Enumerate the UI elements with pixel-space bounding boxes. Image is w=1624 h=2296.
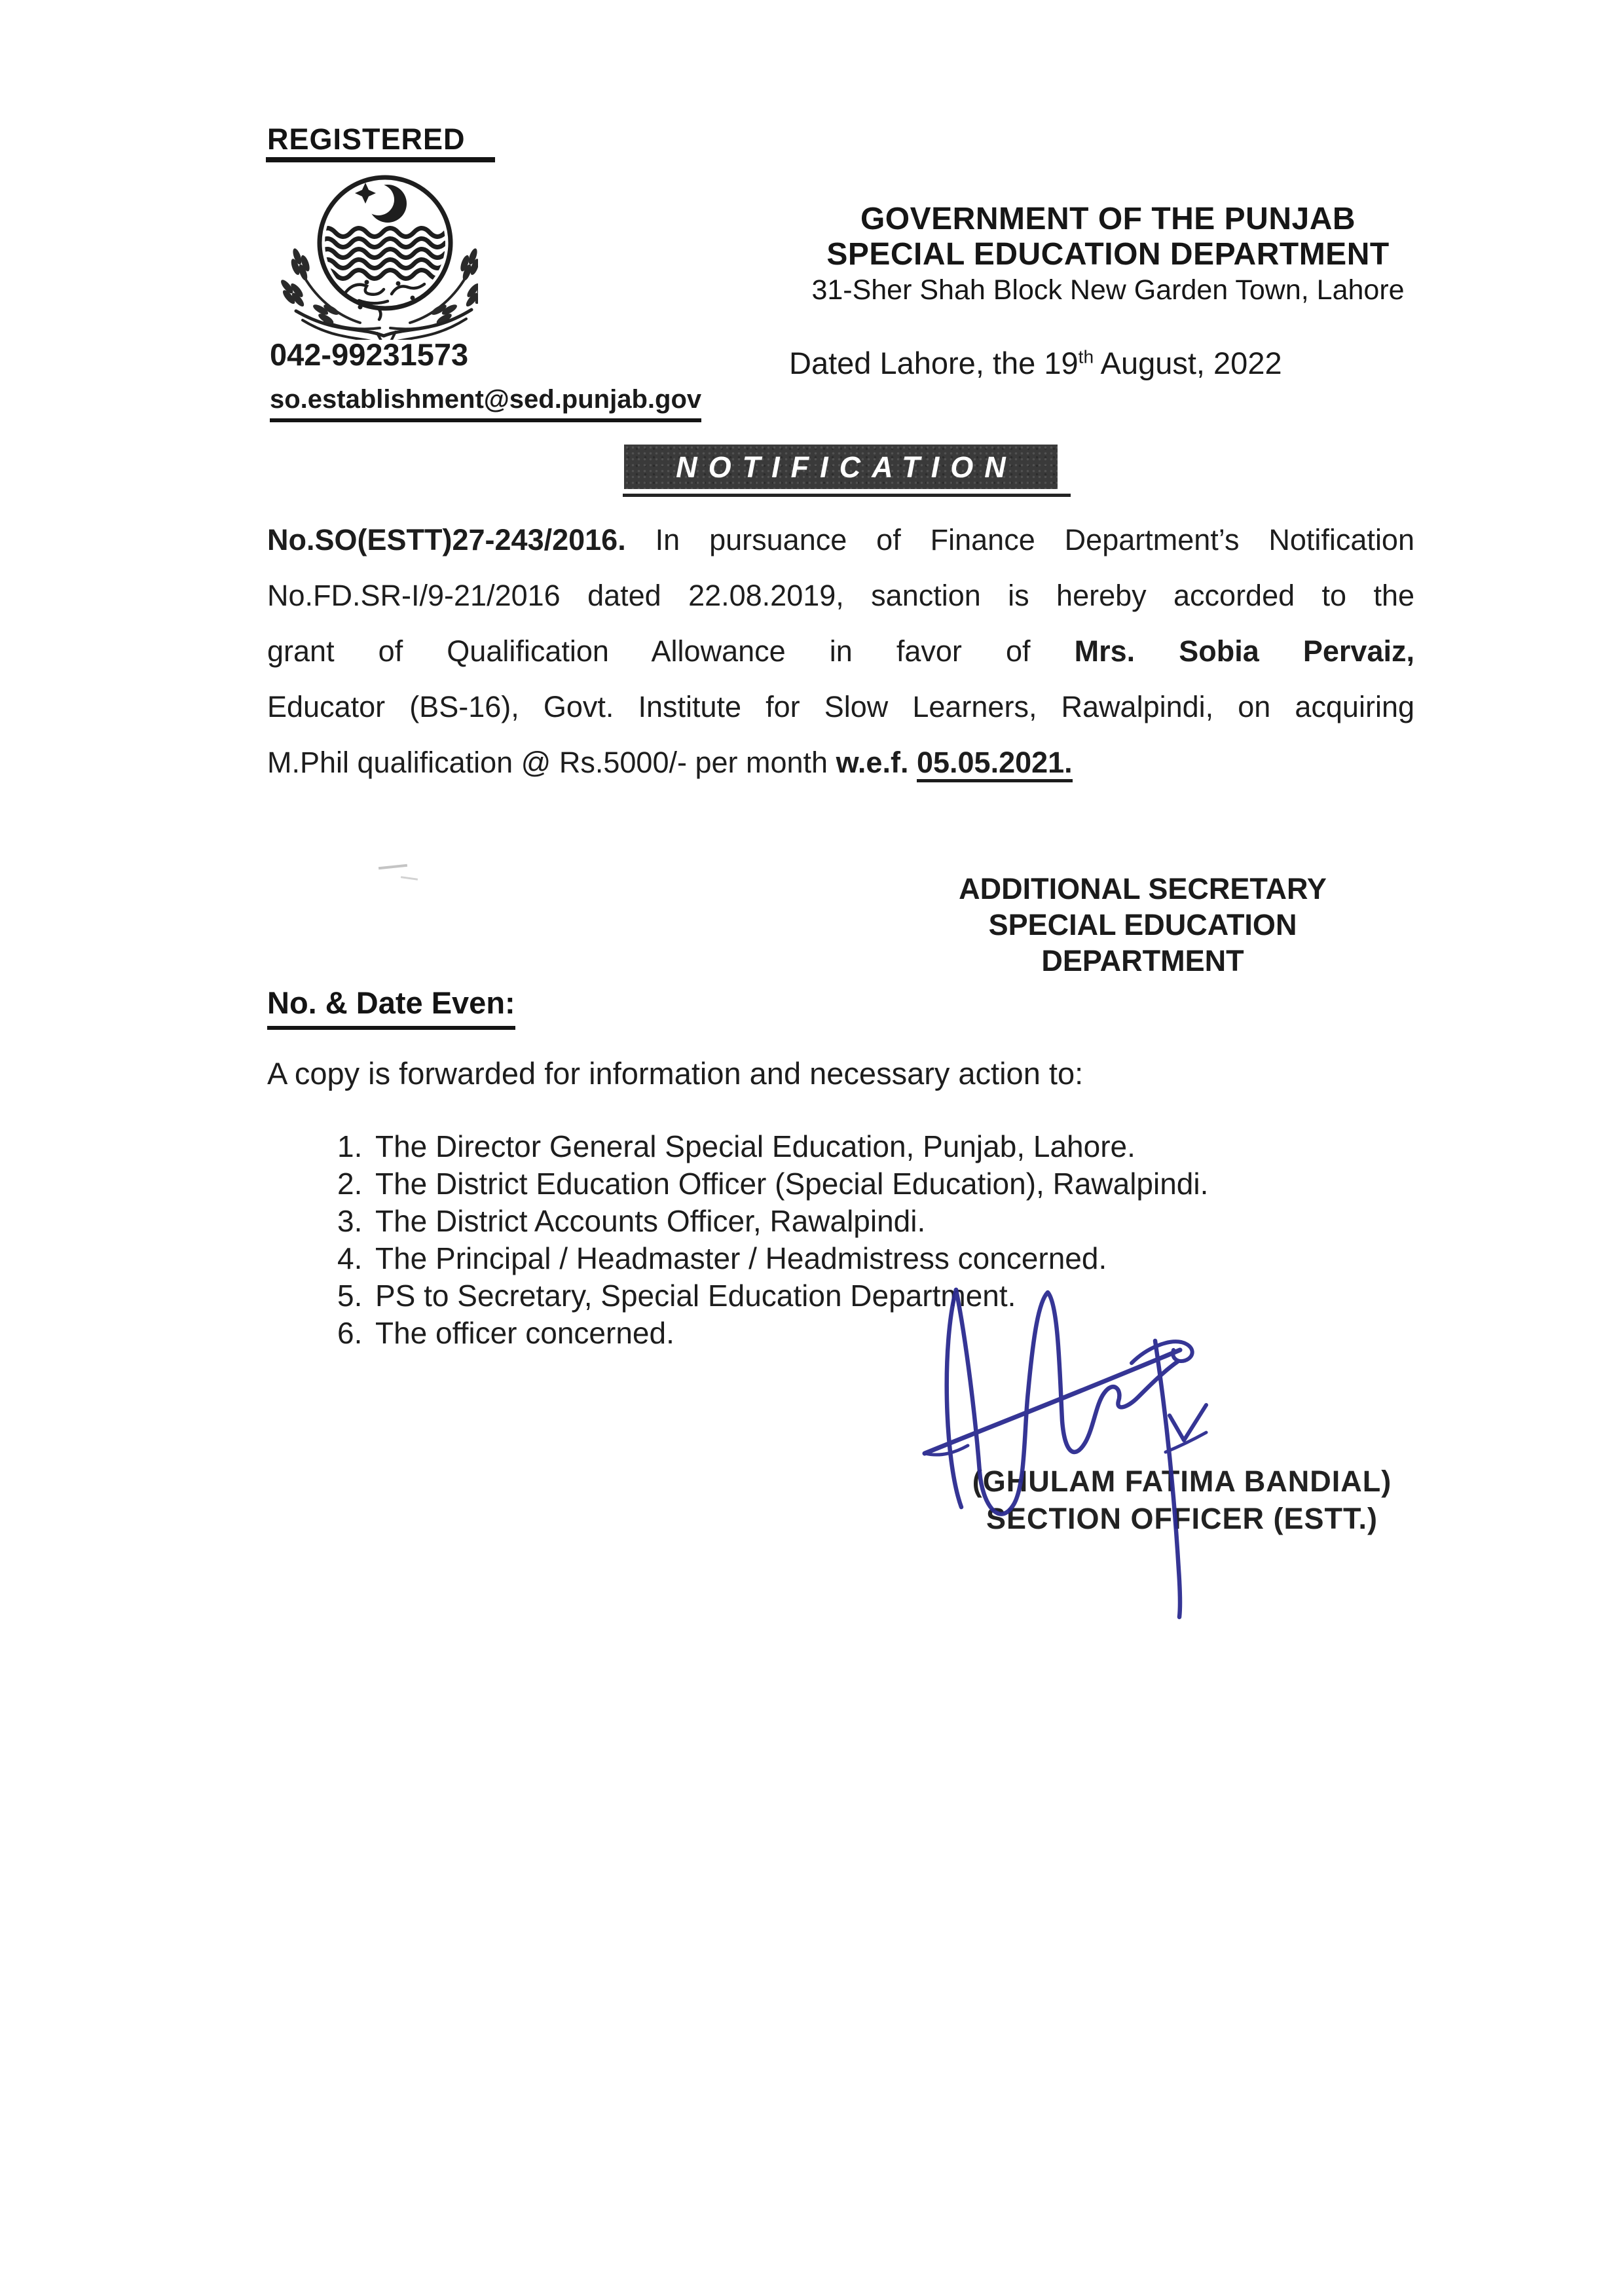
punjab-government-crest-icon — [262, 159, 478, 340]
list-item — [337, 1165, 1450, 1203]
list-item-text: The Principal / Headmaster / Headmistress concerned. — [375, 1241, 1107, 1275]
wef-label: w.e.f. — [836, 746, 917, 779]
signatory-line-1: ADDITIONAL SECRETARY — [959, 872, 1327, 905]
body-line-5 — [267, 735, 1414, 790]
body-line-4 — [267, 679, 1414, 735]
list-number: 3. — [337, 1204, 363, 1238]
email-address: so.establishment@sed.punjab.gov — [270, 383, 701, 422]
list-item-text: PS to Secretary, Special Education Department. — [375, 1279, 1016, 1313]
signatory-line-2: SPECIAL EDUCATION — [988, 908, 1297, 941]
body-line-4-text: Educator (BS-16), Govt. Institute for Slow Learners, Rawalpindi, on acquiring — [267, 690, 1414, 723]
body-line-5-text: M.Phil qualification @ Rs.5000/- per month — [267, 746, 836, 779]
notification-banner-underline — [623, 494, 1071, 497]
list-item — [337, 1128, 1450, 1165]
scan-smudge — [378, 864, 407, 870]
list-item — [337, 1203, 1450, 1240]
letterhead — [747, 202, 1469, 308]
effective-date: 05.05.2021. — [917, 746, 1073, 782]
list-number: 5. — [337, 1279, 363, 1313]
list-item-text: The officer concerned. — [375, 1316, 674, 1350]
officer-title: SECTION OFFICER (ESTT.) — [986, 1502, 1378, 1535]
date-suffix: August, 2022 — [1094, 346, 1282, 380]
date-prefix: Dated Lahore, the 19 — [789, 346, 1079, 380]
grantee-name: Mrs. Sobia Pervaiz, — [1074, 634, 1414, 668]
body-line-1 — [267, 512, 1414, 568]
department-title: SPECIAL EDUCATION DEPARTMENT — [826, 237, 1390, 272]
even-number-label: No. & Date Even: — [267, 983, 515, 1030]
signatory-line-3: DEPARTMENT — [1041, 944, 1244, 977]
department-address: 31-Sher Shah Block New Garden Town, Lahore — [811, 274, 1405, 306]
list-number: 4. — [337, 1241, 363, 1275]
notification-title: NOTIFICATION — [676, 450, 1017, 484]
list-number: 1. — [337, 1129, 363, 1163]
list-item-text: The District Education Officer (Special Education), Rawalpindi. — [375, 1167, 1209, 1201]
handwritten-signature-icon — [904, 1264, 1447, 1630]
scan-smudge — [401, 876, 418, 881]
date-line — [789, 344, 1282, 383]
signatory-designation — [913, 871, 1372, 979]
body-line-2 — [267, 568, 1414, 623]
date-ordinal-suffix: th — [1078, 346, 1094, 367]
registered-label: REGISTERED — [267, 122, 466, 156]
notification-body — [267, 512, 1414, 790]
forwarding-intro: A copy is forwarded for information and necessary action to: — [267, 1056, 1084, 1091]
phone-number: 042-99231573 — [270, 337, 469, 372]
body-line-3 — [267, 623, 1414, 679]
body-line-3-text: grant of Qualification Allowance in favor of — [267, 634, 1075, 668]
list-number: 2. — [337, 1167, 363, 1201]
government-title: GOVERNMENT OF THE PUNJAB — [860, 202, 1356, 236]
list-item-text: The Director General Special Education, Punjab, Lahore. — [375, 1129, 1135, 1163]
list-number: 6. — [337, 1316, 363, 1350]
body-line-2-text: No.FD.SR-I/9-21/2016 dated 22.08.2019, sanction is hereby accorded to the — [267, 579, 1414, 612]
reference-number: No.SO(ESTT)27-243/2016. — [267, 523, 626, 556]
officer-name: (GHULAM FATIMA BANDIAL) — [972, 1465, 1392, 1498]
body-line-1-text: In pursuance of Finance Department’s Notification — [625, 523, 1414, 556]
list-item-text: The District Accounts Officer, Rawalpindi. — [375, 1204, 926, 1238]
notification-banner — [624, 445, 1058, 489]
